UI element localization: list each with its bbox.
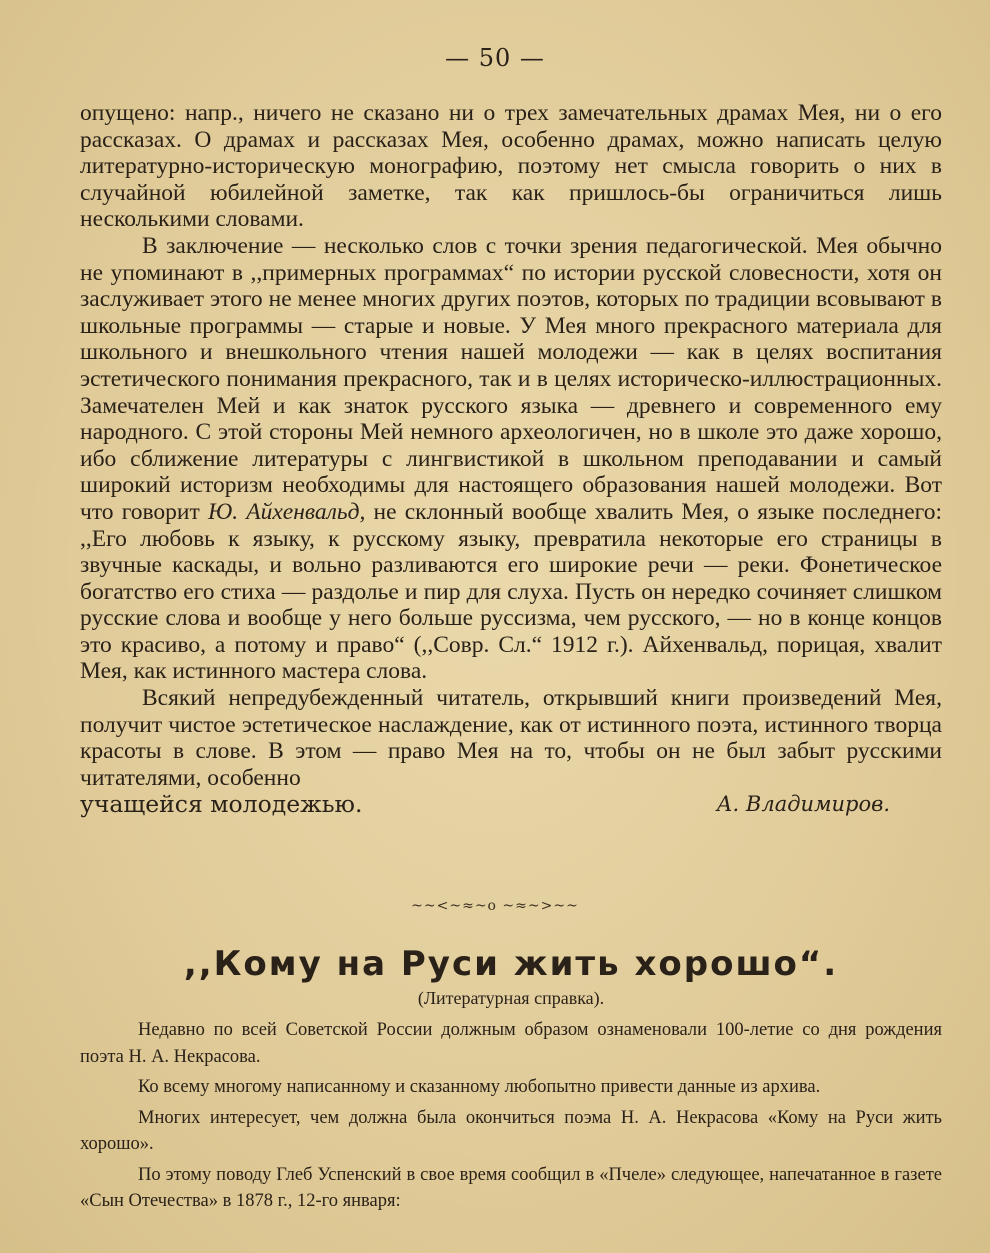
page-number: — 50 —	[445, 44, 545, 72]
note-paragraph-4: По этому поводу Глеб Успенский в свое время сообщил в «Пчеле» следующее, напечатанное в газете «Сын Отечества» в 1878 г., 12-го января:	[80, 1164, 942, 1211]
literary-note-section	[80, 943, 942, 1215]
section-title: ,,Кому на Руси жить хорошо“.	[183, 944, 839, 984]
cited-author: Ю. Айхенвальд,	[207, 498, 366, 525]
article-paragraph-2-text-a: В заключение — несколько слов с точки зрения педагогической. Мея обычно не упоминают в ,,примерных программах“ по истории русской словесности, хотя он заслуживает этого не менее многих других поэтов, которых по традиции всовывают в школьные программы — старые и новые. У Мея много прекрасного материала для школьного и внешкольного чтения нашей молодежи — как в целях воспитания эстетического понимания прекрасного, так и в целях историческо-иллюстрационных. Замечателен Мей и как знаток русского языка — древнего и современного ему народного. С этой стороны Мей немного археологичен, но в школе это даже хорошо, ибо сближение литературы с лингвистикой в школьном преподавании и самый широкий историзм необходимы для настоящего образования нашей молодежи. Вот что говорит	[80, 232, 942, 525]
article-paragraph-2	[80, 233, 942, 685]
note-paragraph-1: Недавно по всей Советской России должным образом ознаменовали 100-летие со дня рождения поэта Н. А. Некрасова.	[80, 1020, 942, 1067]
article-paragraph-1: опущено: напр., ничего не сказано ни о трех замечательных драмах Мея, ни о его рассказах. О драмах и рассказах Мея, особенно драмах, можно написать целую литературно-историческую монографию, поэтому нет смысла говорить о них в случайной юбилейной заметке, так как пришлось-бы ограничиться лишь несколькими словами.	[80, 100, 942, 233]
article-paragraph-2-text-b: не склонный вообще хвалить Мея, о языке последнего: ,,Его любовь к языку, к русскому языку, превратила некоторые его страницы в звучные каскады, и вольно разливаются его широкие речи — реки. Фонетическое богатство его стиха — раздолье и пир для слуха. Пусть он нередко сочиняет слишком русские слова и вообще у него больше руссизма, чем русского, — но в конце концов это красиво, а потому и право“ (,,Совр. Сл.“ 1912 г.). Айхенвальд, порицая, хвалит Мея, как истинного мастера слова.	[80, 498, 942, 685]
note-paragraph-3: Многих интересует, чем должна была окончиться поэма Н. А. Некрасова «Кому на Руси жить хорошо».	[80, 1107, 942, 1154]
section-subtitle: (Литературная справка).	[417, 988, 605, 1008]
section-divider-ornament: ~~<~≈~ο ~≈~>~~	[411, 898, 579, 914]
author-signature: А. Владимиров.	[716, 792, 890, 817]
closing-line	[80, 791, 942, 818]
closing-text: учащейся молодежью.	[80, 790, 363, 819]
article-body	[80, 100, 942, 818]
note-paragraph-2: Ко всему многому написанному и сказанному любопытно привести данные из архива.	[138, 1077, 821, 1097]
article-paragraph-3: Всякий непредубежденный читатель, открывший книги произведений Мея, получит чистое эстетическое наслаждение, как от истинного поэта, истинного творца красоты в слове. В этом — право Мея на то, чтобы он не был забыт русскими читателями, особенно	[80, 685, 942, 791]
